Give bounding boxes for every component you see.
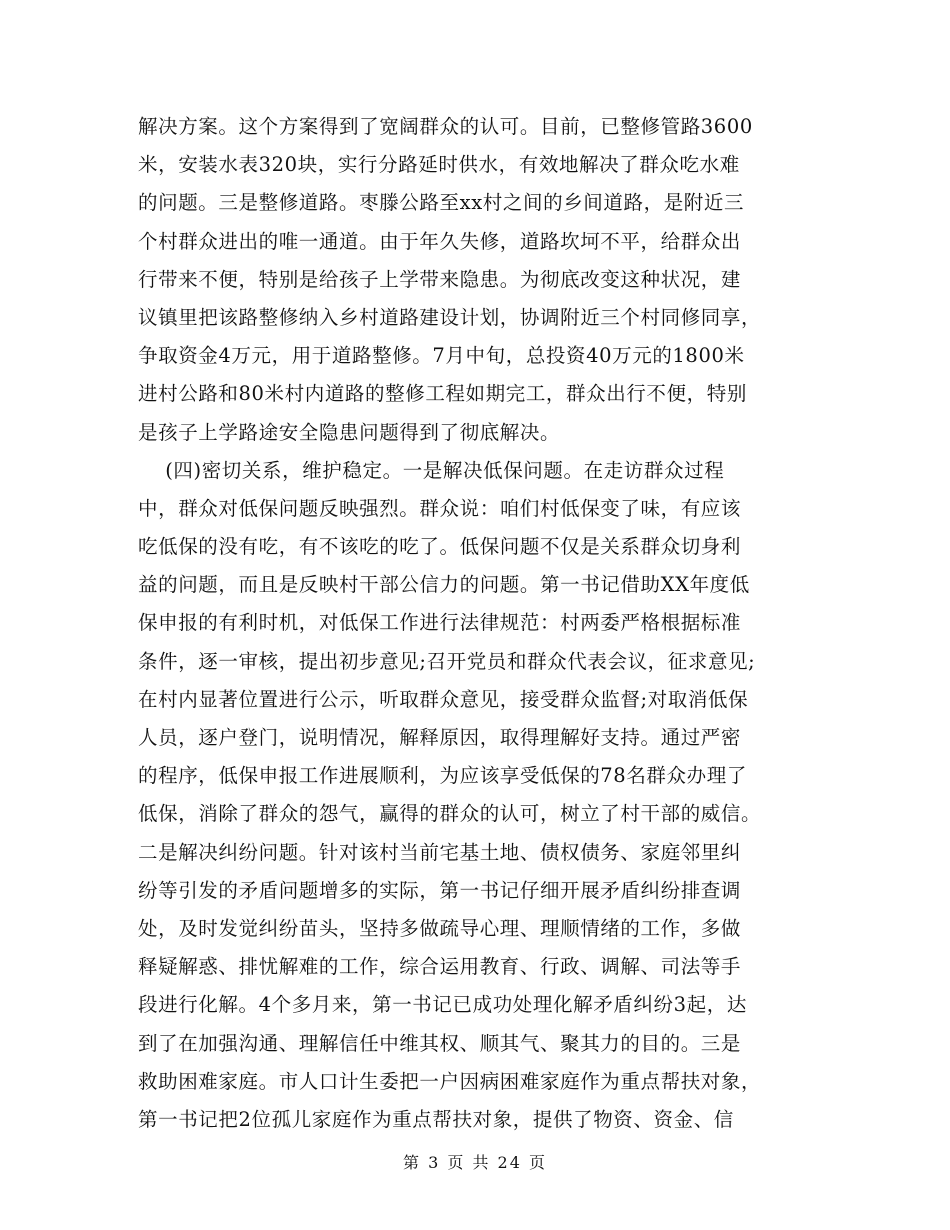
text-line: 释疑解惑、排忧解难的工作，综合运用教育、行政、调解、司法等手 [138, 955, 742, 979]
text-line: 中，群众对低保问题反映强烈。群众说：咱们村低保变了味，有应该 [138, 496, 742, 520]
text-line: 保申报的有利时机，对低保工作进行法律规范：村两委严格根据标准 [138, 611, 742, 635]
text-line: 处，及时发觉纠纷苗头，坚持多做疏导心理、理顺情绪的工作，多做 [138, 916, 742, 940]
text-line: 第一书记把2位孤儿家庭作为重点帮扶对象，提供了物资、资金、信 [138, 1107, 734, 1131]
text-line: 低保，消除了群众的怨气，赢得的群众的认可，树立了村干部的威信。 [138, 802, 762, 826]
text-line: 解决方案。这个方案得到了宽阔群众的认可。目前，已整修管路3600 [138, 115, 753, 138]
text-line: 人员，逐户登门，说明情况，解释原因，取得理解好支持。通过严密 [138, 726, 742, 749]
text-line: 进村公路和80米村内道路的整修工程如期完工，群众出行不便，特别 [138, 382, 747, 406]
text-line: 吃低保的没有吃，有不该吃的吃了。低保问题不仅是关系群众切身利 [138, 535, 742, 559]
text-line: 的程序，低保申报工作进展顺利，为应该享受低保的78名群众办理了 [138, 764, 747, 788]
text-line: (四)密切关系，维护稳定。一是解决低保问题。在走访群众过程 [138, 458, 725, 482]
text-line: 是孩子上学路途安全隐患问题得到了彻底解决。 [138, 420, 561, 444]
text-line: 争取资金4万元，用于道路整修。7月中旬，总投资40万元的1800米 [138, 344, 745, 368]
text-line: 二是解决纠纷问题。针对该村当前宅基土地、债权债务、家庭邻里纠 [138, 840, 742, 864]
page-number-footer: 第 3 页 共 24 页 [403, 1153, 547, 1172]
text-line: 行带来不便，特别是给孩子上学带来隐患。为彻底改变这种状况，建 [138, 267, 742, 291]
text-line: 个村群众进出的唯一通道。由于年久失修，道路坎坷不平，给群众出 [138, 229, 742, 253]
text-line: 纷等引发的矛盾问题增多的实际，第一书记仔细开展矛盾纠纷排查调 [138, 878, 742, 902]
text-line: 条件，逐一审核，提出初步意见;召开党员和群众代表会议，征求意见; [138, 649, 756, 673]
text-line: 在村内显著位置进行公示，听取群众意见，接受群众监督;对取消低保 [138, 687, 749, 711]
body-text [138, 108, 818, 1139]
text-line: 到了在加强沟通、理解信任中维其权、顺其气、聚其力的目的。三是 [138, 1031, 742, 1055]
text-line: 米，安装水表320块，实行分路延时供水，有效地解决了群众吃水难 [138, 153, 740, 177]
text-line: 益的问题，而且是反映村干部公信力的问题。第一书记借助XX年度低 [138, 573, 750, 597]
text-line: 段进行化解。4个多月来，第一书记已成功处理化解矛盾纠纷3起，达 [138, 993, 747, 1017]
text-line: 救助困难家庭。市人口计生委把一户因病困难家庭作为重点帮扶对象， [138, 1069, 762, 1093]
text-line: 议镇里把该路整修纳入乡村道路建设计划，协调附近三个村同修同享， [138, 305, 762, 329]
text-line: 的问题。三是整修道路。枣滕公路至xx村之间的乡间道路，是附近三 [138, 191, 745, 215]
